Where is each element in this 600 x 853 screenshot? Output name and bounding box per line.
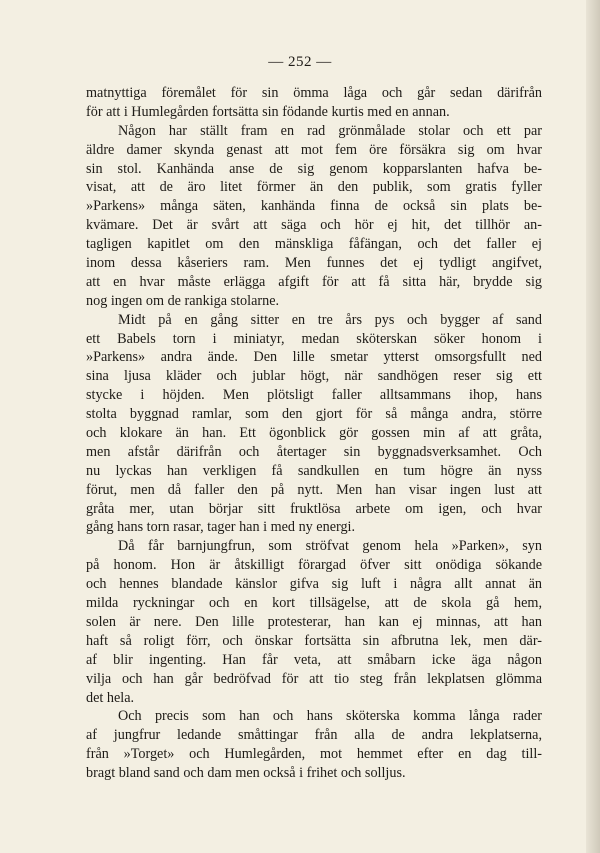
text-line: nu lyckas han verkligen få sandkullen en tum högre än nyss bbox=[86, 462, 542, 479]
text-line: bragt bland sand och dam men också i frihet och solljus. bbox=[86, 765, 406, 782]
body-text bbox=[86, 84, 542, 783]
page-number: — 252 — bbox=[268, 54, 332, 70]
text-line: sin stol. Kanhända anse de sig genom kopparslanten hafva be- bbox=[86, 160, 542, 177]
text-line: för att i Humlegården fortsätta sin födande kurtis med en annan. bbox=[86, 103, 450, 120]
text-line: sina ljusa kläder och jublar högt, när sandhögen reser sig ett bbox=[86, 368, 542, 385]
text-line: »Parkens» många säten, kanhända finna de också sin plats be- bbox=[86, 198, 542, 215]
paragraph bbox=[86, 84, 542, 122]
text-line: inom dessa kåseriers ram. Men funnes det ej tydligt angifvet, bbox=[86, 255, 542, 272]
text-line: »Parkens» andra ände. Den lille smetar ytterst omsorgsfullt ned bbox=[86, 349, 542, 366]
text-line: och hennes blandade känslor gifva sig luft i några allt annat än bbox=[86, 576, 542, 593]
text-line: kvämare. Det är svårt att säga och hör ej hit, det tillhör an- bbox=[86, 217, 542, 234]
text-line: förut, men då faller den på nytt. Men han visar ingen lust att bbox=[86, 481, 542, 498]
text-line: Då får barnjungfrun, som ströfvat genom hela »Parken», syn bbox=[118, 538, 542, 555]
text-line: från »Torget» och Humlegården, mot hemmet efter en dag till- bbox=[86, 746, 542, 763]
text-line: ett Babels torn i miniatyr, medan sköterskan söker honom i bbox=[86, 330, 542, 347]
text-line: solen är nere. Den lille protesterar, han kan ej minnas, att han bbox=[86, 613, 542, 630]
text-line: gång hans torn rasar, tager han i med ny energi. bbox=[86, 519, 356, 536]
text-line: visat, att de äro litet förmer än den publik, som gratis fyller bbox=[86, 179, 542, 196]
text-line: men afstår därifrån och återtager sin byggnadsverksamhet. Och bbox=[86, 443, 542, 460]
text-line: af blir ingenting. Han får veta, att småbarn icke äga någon bbox=[86, 651, 542, 668]
text-line: haft så roligt förr, och önskar fortsätta sin afbrutna lek, men där- bbox=[86, 632, 542, 649]
paragraph bbox=[86, 707, 542, 783]
text-line: gråta mer, utan börjar sitt fruktlösa arbete om igen, och hvar bbox=[86, 500, 542, 517]
paragraph bbox=[86, 311, 542, 538]
text-line: på honom. Hon är åtskilligt förargad öfver sitt onödiga sökande bbox=[86, 557, 542, 574]
text-line: stycke i höjden. Men plötsligt faller alltsammans ihop, hans bbox=[86, 387, 542, 404]
text-line: matnyttiga föremålet för sin ömma låga och går sedan därifrån bbox=[86, 85, 542, 101]
text-line: stolta byggnad ramlar, som den gjort för så många andra, större bbox=[86, 406, 542, 423]
text-line: att en hvar måste erlägga afgift för att få sitta här, brydde sig bbox=[86, 273, 542, 290]
text-line: äldre damer skynda genast att mot fem öre försäkra sig om hvar bbox=[86, 141, 542, 158]
page-edge bbox=[586, 0, 600, 853]
text-line: Midt på en gång sitter en tre års pys och bygger af sand bbox=[118, 311, 542, 328]
text-line: milda ryckningar och en kort tillsägelse, att de skola gå hem, bbox=[86, 595, 542, 612]
text-line: nog ingen om de rankiga stolarne. bbox=[86, 292, 280, 309]
text-line: det hela. bbox=[86, 689, 135, 706]
text-line: vilja och han går bedröfvad för att tio steg från lekplatsen glömma bbox=[86, 670, 542, 687]
paragraph bbox=[86, 537, 542, 707]
text-line: Och precis som han och hans sköterska komma långa rader bbox=[118, 708, 542, 725]
text-line: tagligen kapitlet om den mänskliga fåfängan, och det faller ej bbox=[86, 236, 542, 253]
text-line: och klokare än han. Ett ögonblick gör gossen min af att gråta, bbox=[86, 425, 542, 442]
text-line: af jungfrur ledande småttingar från alla de andra lekplatserna, bbox=[86, 727, 542, 744]
paragraph bbox=[86, 122, 542, 311]
text-line: Någon har ställt fram en rad grönmålade stolar och ett par bbox=[118, 122, 542, 139]
